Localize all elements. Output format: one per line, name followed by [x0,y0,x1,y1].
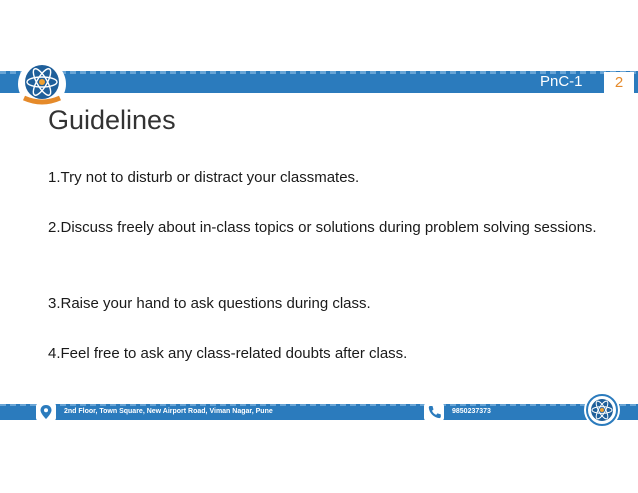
page-title: Guidelines [48,105,176,135]
atom-logo-icon [18,60,66,108]
guideline-item: 2.Discuss freely about in-class topics or solutions during problem solving sessions. [48,219,597,236]
logo [18,60,66,108]
section-label: PnC-1 [540,73,583,90]
location-pin-icon [36,403,56,421]
footer-phone: 9850237373 [452,408,491,415]
guideline-item: 1.Try not to disturb or distract your classmates. [48,169,360,186]
phone-icon [424,403,444,421]
page-number: 2 [604,72,634,93]
footer-address: 2nd Floor, Town Square, New Airport Road, Viman Nagar, Pune [64,408,273,415]
footer-logo [584,392,620,428]
atom-logo-icon [584,392,620,428]
guideline-item: 3.Raise your hand to ask questions during class. [48,295,371,312]
guideline-item: 4.Feel free to ask any class-related doubts after class. [48,345,408,362]
